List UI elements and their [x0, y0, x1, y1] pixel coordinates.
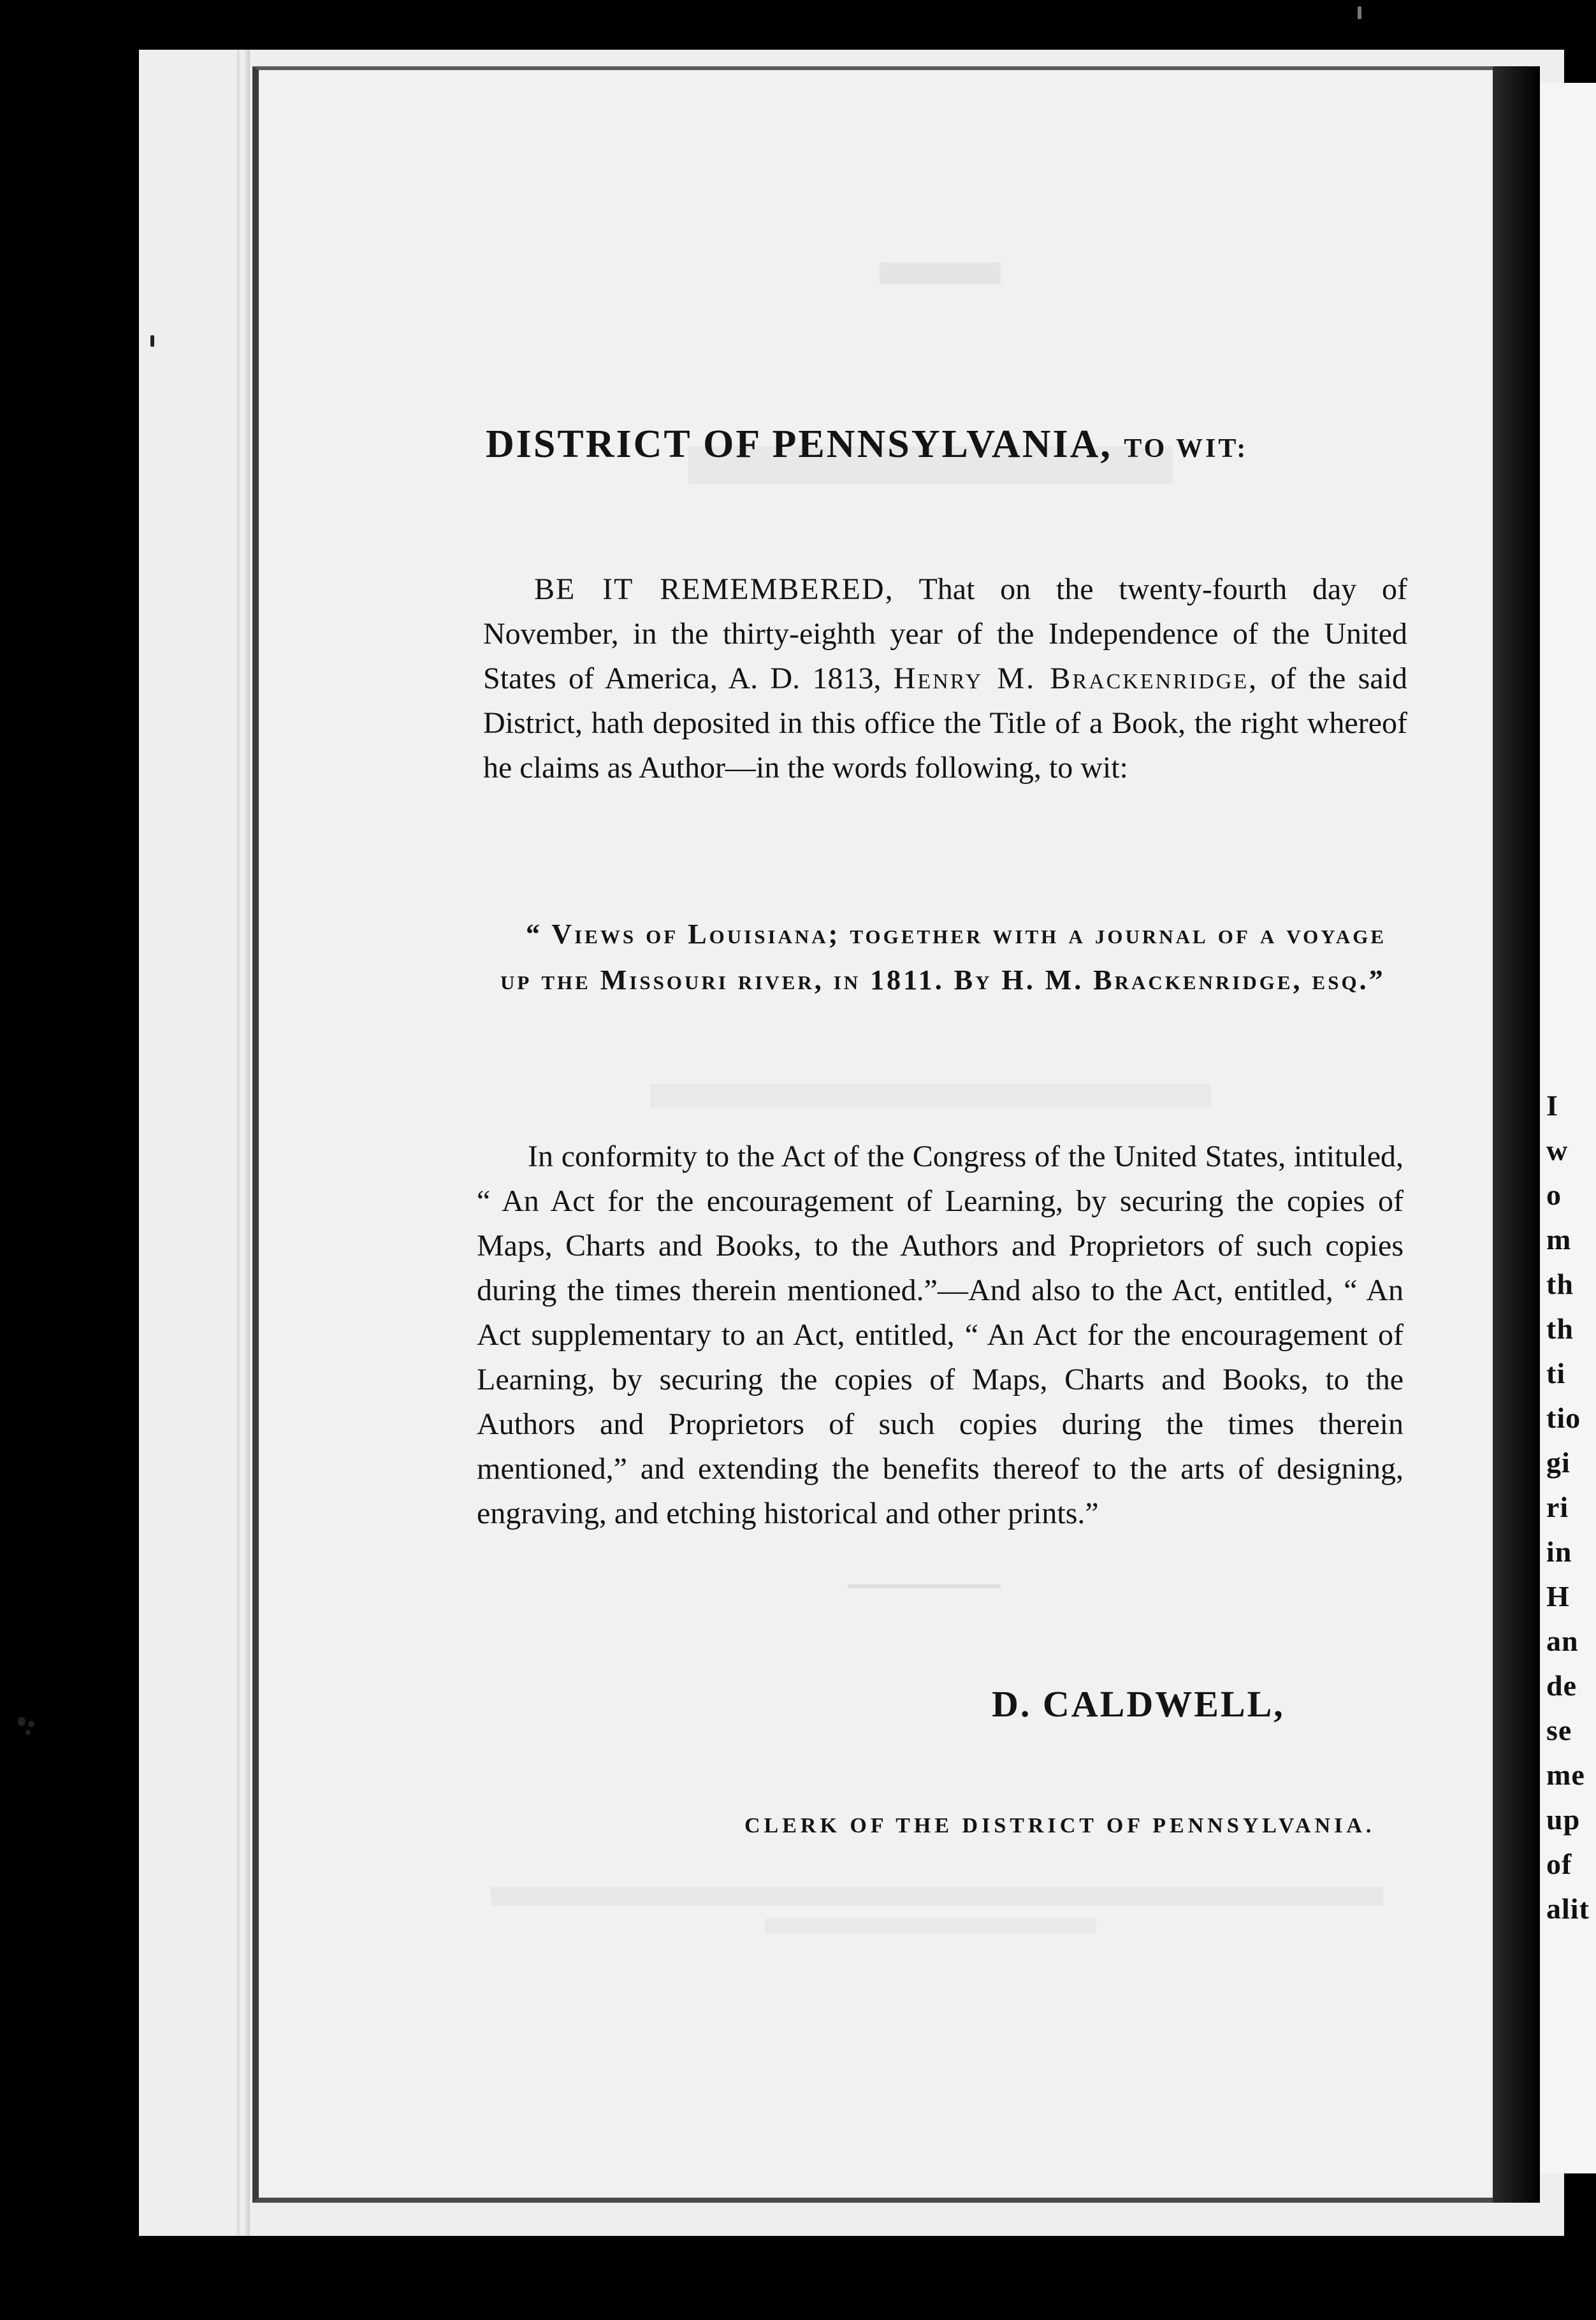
show-through-bar-3	[650, 1084, 1211, 1108]
book-title-quote: “ Views of Louisiana; together with a journal of a voyage up the Missouri river, in 1811. By H. M. Brackenridge, esq.”	[500, 918, 1386, 996]
remembered-paragraph	[483, 567, 1407, 790]
paragraph-text-b: of the said District, hath deposited in this office the Title of a Book, the right whereof he claims as Author—in the words following, to wit:	[483, 662, 1407, 785]
scan-speck	[28, 1721, 34, 1727]
show-through-bar-5	[765, 1918, 1096, 1934]
author-name: Henry M. Brackenridge,	[893, 662, 1259, 695]
gutter-shadow	[1493, 66, 1540, 2203]
scan-speck	[25, 1730, 31, 1735]
paragraph-text-a: That on the twenty-fourth day of November, in the thirty-eighth year of the Independence of the United States of America, A. D. 1813,	[483, 572, 1407, 695]
scan-speck	[18, 1717, 25, 1726]
adjacent-page	[1540, 83, 1596, 2173]
heading-main: DISTRICT OF PENNSYLVANIA,	[486, 423, 1112, 466]
conformity-paragraph: In conformity to the Act of the Congress of the United States, intituled, “ An Act for the encouragement of Learning, by securing the copies of Maps, Charts and Books, to the Authors and Proprietors of such copies during the times therein mentioned.”—And also to the Act, entitled, “ An Act supplementary to an Act, entitled, “ An Act for the encouragement of Learning, by securing the copies of Maps, Charts and Books, to the Authors and Proprietors of such copies during the times therein mentioned,” and extending the benefits thereof to the arts of designing, engraving, and etching historical and other prints.”	[477, 1140, 1404, 1530]
show-through-bar-1	[880, 263, 1001, 284]
scan-speck	[150, 335, 154, 347]
clerk-title: CLERK OF THE DISTRICT OF PENNSYLVANIA.	[744, 1814, 1375, 1838]
paragraph-lead: BE IT REMEMBERED,	[534, 572, 894, 606]
clerk-signature: D. CALDWELL,	[992, 1683, 1285, 1725]
show-through-bar-4	[491, 1887, 1383, 1906]
page-edge	[237, 50, 250, 2236]
adjacent-page-text: I w o m th th ti tio gi ri in H an de se me up of alit	[1546, 1089, 1590, 1925]
district-heading	[486, 422, 1314, 467]
heading-to-wit: TO WIT:	[1124, 434, 1249, 463]
show-through-rule	[848, 1584, 1001, 1588]
scan-speck	[1358, 6, 1361, 19]
